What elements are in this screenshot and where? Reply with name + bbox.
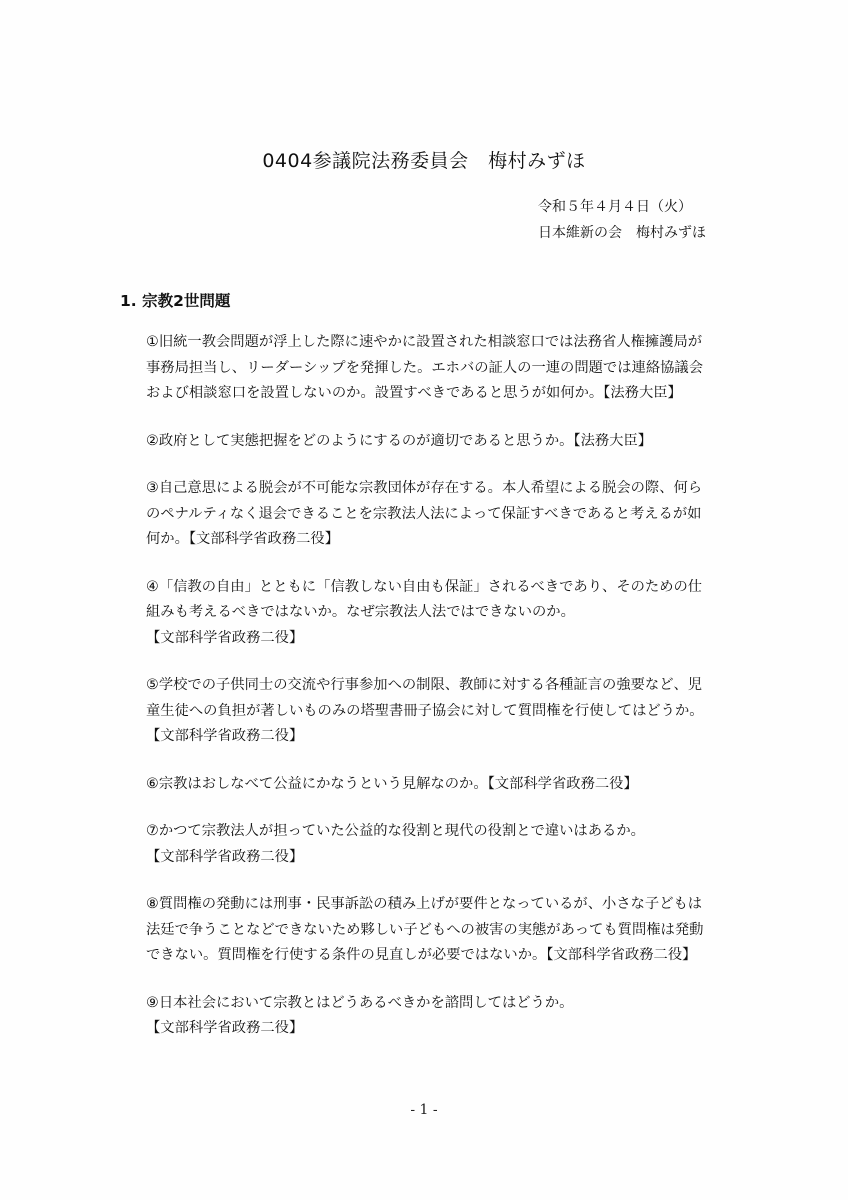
question-line: 何か。【文部科学省政務二役】 bbox=[146, 531, 340, 547]
question-line: ⑧質問権の発動には刑事・民事訴訟の積み上げが要件となっているが、小さな子どもは bbox=[146, 896, 703, 912]
question-line: ⑤学校での子供同士の交流や行事参加への制限、教師に対する各種証言の強要など、児 bbox=[146, 677, 703, 693]
question-line: のペナルティなく退会できることを宗教法人法によって保証すべきであると考えるが如 bbox=[146, 505, 702, 522]
question-line: ⑥宗教はおしなべて公益にかなうという見解なのか。【文部科学省政務二役】 bbox=[146, 775, 638, 792]
question-item bbox=[146, 330, 726, 407]
question-item bbox=[146, 819, 726, 870]
question-line: ④「信教の自由」とともに「信教しない自由も保証」されるべきであり、そのための仕 bbox=[146, 578, 703, 595]
page-number: - 1 - bbox=[410, 1102, 438, 1118]
question-item bbox=[146, 673, 726, 750]
question-line: および相談窓口を設置しないのか。設置すべきであると思うが如何か。【法務大臣】 bbox=[146, 385, 682, 401]
question-line: 事務局担当し、リーダーシップを発揮した。エホバの証人の一連の問題では連絡協議会 bbox=[146, 359, 704, 376]
question-line: ⑨日本社会において宗教とはどうあるべきかを諮問してはどうか。 bbox=[146, 994, 574, 1011]
question-line: ⑦かつて宗教法人が担っていた公益的な役割と現代の役割とで違いはあるか。 bbox=[146, 823, 645, 839]
document-title: 0404参議院法務委員会 梅村みずほ bbox=[262, 150, 586, 172]
question-line: 組みも考えるべきではないか。なぜ宗教法人法ではできないのか。 bbox=[146, 604, 575, 620]
document-date: 令和５年４月４日（火） bbox=[538, 199, 692, 215]
question-item bbox=[146, 991, 726, 1042]
question-item bbox=[146, 892, 726, 969]
question-line: 【文部科学省政務二役】 bbox=[146, 848, 304, 865]
question-item bbox=[146, 575, 726, 652]
section-heading: 1. 宗教2世問題 bbox=[120, 292, 231, 310]
question-line: ③自己意思による脱会が不可能な宗教団体が存在する。本人希望による脱会の際、何ら bbox=[146, 480, 703, 496]
question-line: 【文部科学省政務二役】 bbox=[146, 1020, 304, 1036]
question-line: ①旧統一教会問題が浮上した際に速やかに設置された相談窓口では法務省人権擁護局が bbox=[146, 334, 703, 350]
question-line: 童生徒への負担が著しいものみの塔聖書冊子協会に対して質問権を行使してはどうか。 bbox=[146, 702, 704, 719]
question-line: 法廷で争うことなどできないため夥しい子どもへの被害の実態があっても質問権は発動 bbox=[146, 921, 704, 938]
question-item bbox=[146, 476, 726, 553]
question-line: できない。質問権を行使する条件の見直しが必要ではないか。【文部科学省政務二役】 bbox=[146, 947, 697, 963]
question-line: ②政府として実態把握をどのようにするのが適切であると思うか。【法務大臣】 bbox=[146, 432, 653, 449]
question-item bbox=[146, 429, 726, 455]
question-line: 【文部科学省政務二役】 bbox=[146, 629, 304, 646]
document-meta bbox=[538, 194, 706, 246]
question-list bbox=[146, 330, 726, 1064]
question-item bbox=[146, 772, 726, 798]
question-line: 【文部科学省政務二役】 bbox=[146, 728, 304, 744]
document-author: 日本維新の会 梅村みずほ bbox=[538, 225, 706, 241]
